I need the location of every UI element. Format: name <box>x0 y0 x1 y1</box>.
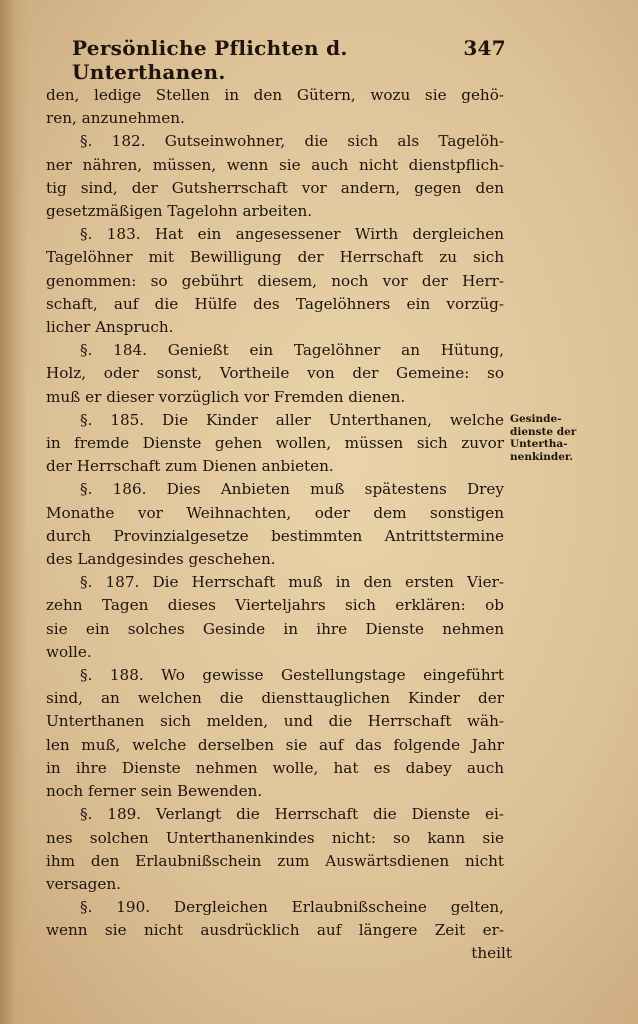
text-line: gesetzmäßigen Tagelohn arbeiten. <box>46 202 313 221</box>
text-line: Unterthanen sich melden, und die Herrschaft wäh- <box>46 712 504 731</box>
text-line: in fremde Dienste gehen wollen, müssen sich zuvor <box>46 434 504 453</box>
text-line: sind, an welchen die diensttauglichen Kinder der <box>46 689 504 708</box>
text-line: §. 186. Dies Anbieten muß spätestens Drey <box>80 480 504 499</box>
text-line: ren, anzunehmen. <box>46 109 185 128</box>
text-line: durch Provinzialgesetze bestimmten Antrittstermine <box>46 526 504 545</box>
text-line: Monathe vor Weihnachten, oder dem sonstigen <box>46 503 504 522</box>
text-line: ihm den Erlaubnißschein zum Auswärtsdienen nicht <box>46 851 504 870</box>
running-header <box>72 36 504 84</box>
text-line: tig sind, der Gutsherrschaft vor andern, gegen den <box>46 178 504 197</box>
text-line: len muß, welche derselben sie auf das folgende Jahr <box>46 735 504 754</box>
text-line: wenn sie nicht ausdrücklich auf längere Zeit er- <box>46 921 504 940</box>
margin-note-line: Gesinde- <box>510 413 562 425</box>
text-line: Tagelöhner mit Bewilligung der Herrschaft zu sich <box>46 248 504 267</box>
text-line: §. 185. Die Kinder aller Unterthanen, welche <box>80 410 504 429</box>
margin-note-line: Untertha- <box>510 438 568 450</box>
text-line: des Landgesindes geschehen. <box>46 550 276 569</box>
text-line: ner nähren, müssen, wenn sie auch nicht dienstpflich- <box>46 155 504 174</box>
text-line: sie ein solches Gesinde in ihre Dienste nehmen <box>46 619 504 638</box>
text-line: zehn Tagen dieses Vierteljahrs sich erklären: ob <box>46 596 504 615</box>
text-line: den, ledige Stellen in den Gütern, wozu sie gehö- <box>46 86 504 104</box>
text-line: in ihre Dienste nehmen wolle, hat es dabey auch <box>46 758 504 777</box>
body-text <box>46 84 504 943</box>
text-line: §. 187. Die Herrschaft muß in den ersten Vier- <box>80 573 504 592</box>
text-line: §. 183. Hat ein angesessener Wirth dergleichen <box>80 225 504 244</box>
catchword: theilt <box>471 944 512 962</box>
margin-note-line: dienste der <box>510 425 577 438</box>
running-header-title: Persönliche Pflichten d. Unterthanen. <box>72 36 348 84</box>
text-line: nes solchen Unterthanenkindes nicht: so kann sie <box>46 828 504 847</box>
text-line: §. 188. Wo gewisse Gestellungstage eingeführt <box>80 666 504 685</box>
text-line: §. 190. Dergleichen Erlaubnißscheine gelten, <box>80 898 504 917</box>
text-line: §. 182. Gutseinwohner, die sich als Tagelöh- <box>80 132 504 151</box>
text-line: versagen. <box>46 874 121 893</box>
text-line: wolle. <box>46 642 92 661</box>
text-line: schaft, auf die Hülfe des Tagelöhners ein vorzüg- <box>46 294 504 313</box>
margin-note-line: nenkinder. <box>510 450 574 463</box>
page-gutter-shadow <box>0 0 28 1024</box>
text-line: der Herrschaft zum Dienen anbieten. <box>46 457 334 476</box>
text-line: §. 189. Verlangt die Herrschaft die Dienste ei- <box>80 805 504 824</box>
text-line: §. 184. Genießt ein Tagelöhner an Hütung, <box>80 341 504 360</box>
text-line: Holz, oder sonst, Vortheile von der Gemeine: so <box>46 364 504 383</box>
margin-note <box>510 413 590 463</box>
text-line: muß er dieser vorzüglich vor Fremden dienen. <box>46 387 406 406</box>
text-line: genommen: so gebührt diesem, noch vor der Herr- <box>46 271 504 290</box>
text-line: noch ferner sein Bewenden. <box>46 782 263 801</box>
page-number: 347 <box>463 36 506 60</box>
text-line: licher Anspruch. <box>46 318 174 337</box>
